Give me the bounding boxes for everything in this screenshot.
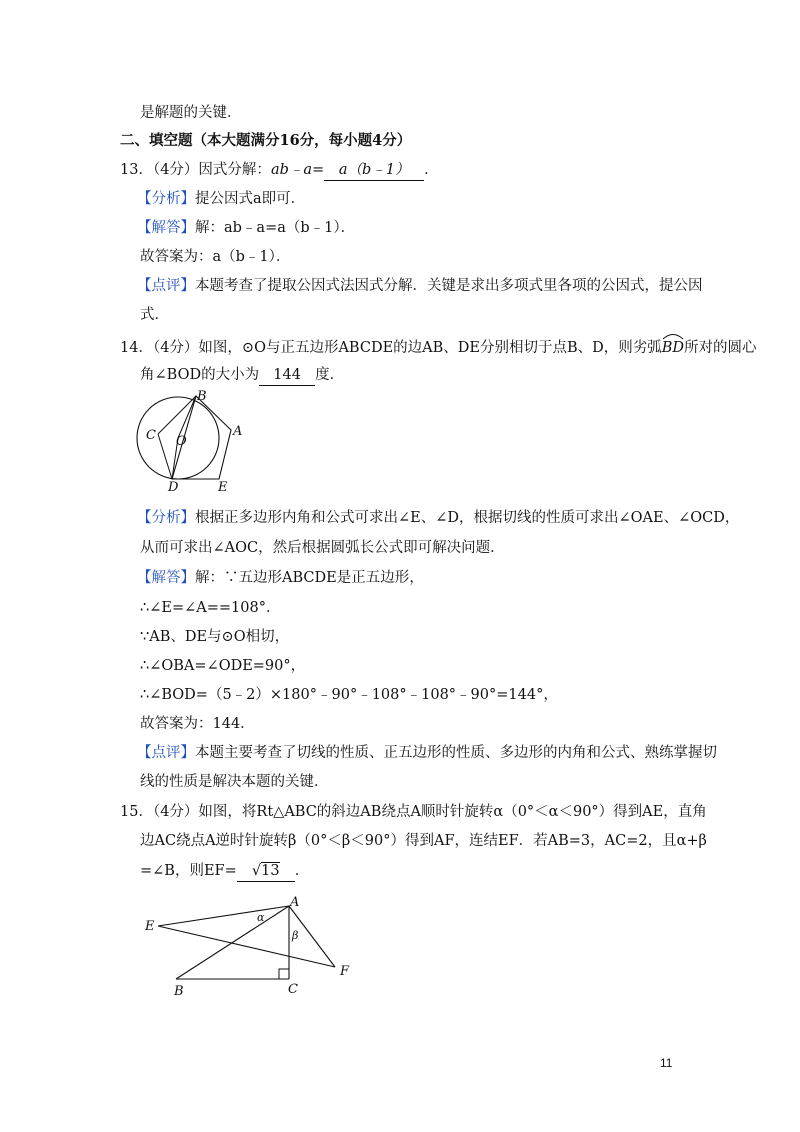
q13-stem	[120, 160, 439, 181]
q14-chord-cd	[158, 434, 172, 479]
q14-analysis-text: 根据正多边形内角和公式可求出∠E、∠D，根据切线的性质可求出∠OAE、∠OCD，	[195, 510, 740, 526]
q14-stem-1	[120, 335, 757, 358]
q14-label-d: D	[168, 480, 179, 492]
q13-stem-prefix: 13．（4分）因式分解：	[120, 162, 271, 178]
q15-label-alpha: α	[257, 911, 265, 924]
q15-stem-1: 15．（4分）如图，将Rt△ABC的斜边AB绕点A顺时针旋转α（0°＜α＜90°）得到AE，直角	[120, 804, 707, 820]
q15-stem-2: 边AC绕点A逆时针旋转β（0°＜β＜90°）得到AF，连结EF．若AB=3，AC=2，且α+β	[140, 833, 707, 849]
q14-analysis-tag: 【分析】	[137, 510, 195, 526]
q15-label-b: B	[174, 984, 184, 999]
q13-comment-text: 本题考查了提取公因式法因式分解．关键是求出多项式里各项的公因式，提公因	[195, 278, 703, 294]
q13-analysis-text: 提公因式a即可．	[195, 191, 306, 207]
q15-stem-3-suffix: ．	[294, 863, 310, 879]
q14-radius-ob	[178, 396, 196, 438]
q13-comment-2: 式．	[140, 307, 169, 323]
q14-comment-text: 本题主要考查了切线的性质、正五边形的性质、多边形的内角和公式、熟练掌握切	[195, 745, 717, 761]
q14-label-e: E	[218, 480, 228, 492]
page-number: 11	[660, 1056, 673, 1070]
q14-label-c: C	[146, 428, 156, 443]
q13-solution-text: 解：ab﹣a=a（b﹣1）．	[195, 220, 356, 236]
q14-solution-text: 解：∵五边形ABCDE是正五边形，	[195, 570, 424, 586]
sqrt-icon: √	[251, 863, 262, 879]
q15-label-beta: β	[292, 929, 299, 942]
q14-step-1: ∴∠E=∠A==108°．	[140, 600, 281, 616]
q13-answer: a（b﹣1）	[324, 160, 424, 181]
q14-final: 故答案为：144．	[140, 716, 255, 732]
q14-label-b: B	[197, 389, 207, 404]
q14-step-2: ∵AB、DE与⊙O相切，	[140, 629, 290, 645]
q13-expr: ab﹣a=	[270, 162, 325, 178]
q14-comment	[137, 743, 717, 763]
right-angle-icon	[279, 969, 289, 979]
q14-figure	[130, 388, 250, 492]
q14-stem-2-prefix: 角∠BOD的大小为	[140, 367, 260, 383]
q15-label-f: F	[340, 964, 350, 979]
q15-segment-ab	[176, 906, 289, 979]
q13-analysis	[137, 189, 305, 209]
q14-stem-2-suffix: 度．	[315, 367, 345, 383]
q15-segment-ae	[158, 906, 289, 926]
q15-answer-radicand: 13	[261, 863, 280, 879]
q14-label-a: A	[233, 424, 243, 439]
q14-solution	[137, 568, 424, 588]
q14-stem-1-end: 所对的圆心	[684, 340, 757, 356]
top-line: 是解题的关键．	[140, 105, 242, 121]
q15-stem-3-prefix: =∠B，则EF=	[140, 863, 237, 879]
q15-answer	[237, 861, 295, 882]
q14-solution-tag: 【解答】	[137, 570, 195, 586]
q14-label-o: O	[176, 434, 187, 449]
q13-period: ．	[424, 162, 439, 178]
q13-comment-tag: 【点评】	[137, 278, 195, 294]
q14-comment-tag: 【点评】	[137, 745, 195, 761]
q14-analysis	[137, 508, 739, 528]
q15-label-c: C	[288, 982, 298, 997]
q13-analysis-tag: 【分析】	[137, 191, 195, 207]
q13-solution-tag: 【解答】	[137, 220, 195, 236]
q14-comment-2: 线的性质是解决本题的关键．	[140, 774, 329, 790]
q15-stem-3	[140, 861, 309, 882]
q15-figure	[136, 893, 366, 1003]
q14-stem-1-text: 14．（4分）如图，⊙O与正五边形ABCDE的边AB、DE分别相切于点B、D，则劣弧	[120, 340, 662, 356]
q15-label-a: A	[290, 895, 300, 910]
q14-step-4: ∴∠BOD=（5﹣2）×180°﹣90°﹣108°﹣108°﹣90°=144°，	[140, 687, 558, 703]
q14-analysis-2: 从而可求出∠AOC，然后根据圆弧长公式即可解决问题．	[140, 540, 505, 556]
q14-arc-label	[662, 335, 684, 358]
arc-symbol-icon	[662, 332, 684, 340]
q13-final: 故答案为：a（b﹣1）．	[140, 249, 291, 265]
q14-arc-text: BD	[661, 340, 685, 356]
section-heading: 二、填空题（本大题满分16分，每小题4分）	[120, 132, 412, 149]
q14-stem-2	[140, 365, 344, 386]
q15-label-e: E	[145, 919, 155, 934]
q14-step-3: ∴∠OBA=∠ODE=90°，	[140, 658, 306, 674]
q14-answer: 144	[259, 365, 315, 386]
q13-solution	[137, 218, 355, 238]
q13-comment	[137, 276, 703, 296]
